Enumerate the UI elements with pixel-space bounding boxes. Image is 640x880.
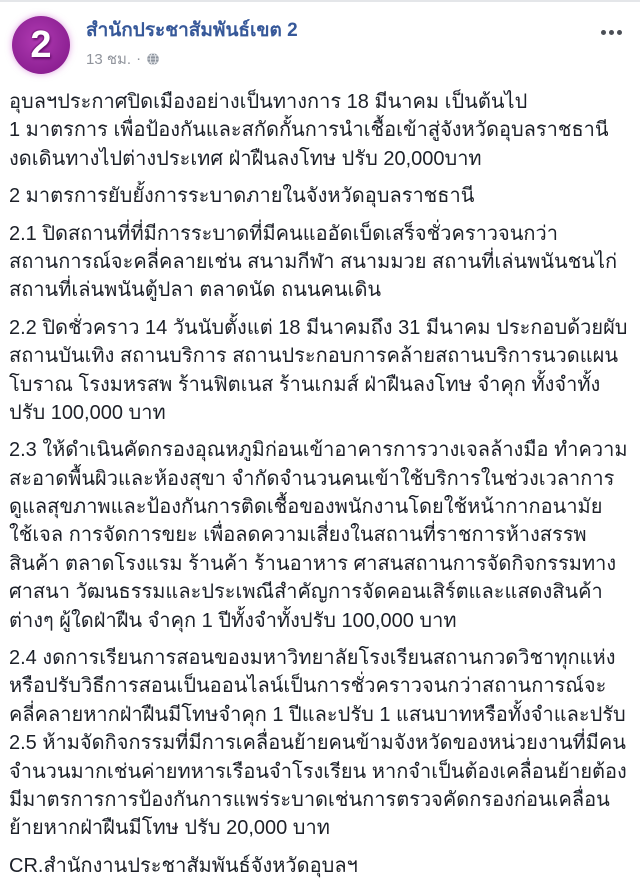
page-name-link[interactable]: สำนักประชาสัมพันธ์เขต 2 — [86, 20, 298, 41]
post-paragraph-measure-2-3 — [9, 436, 631, 635]
post-text-line: CR.สำนักงานประชาสัมพันธ์จังหวัดอุบลฯ — [9, 854, 358, 877]
post-paragraph-credit — [9, 852, 631, 880]
post-text-line: 2.5 ห้ามจัดกิจกรรมที่มีการเคลื่อนย้ายคนข้ามจังหวัดของหน่วยงานที่มีคนจำนวนมากเช่นค่ายทหารเรือนจำโรงเรียน หากจำเป็นต้องเคลื่อนย้ายต้องมีมาตรการการป้องกันการแพร่ระบาดเช่นการตรวจคัดกรองก่อนเคลื่อนย้ายหากฝ่าฝืนมีโทษ ปรับ 20,000 บาท — [9, 732, 627, 840]
ellipsis-icon[interactable] — [591, 16, 628, 45]
post-text-line: อุบลฯประกาศปิดเมืองอย่างเป็นทางการ 18 มีนาคม เป็นต้นไป — [9, 91, 528, 113]
page-avatar-number: 2 — [30, 24, 52, 66]
page-avatar[interactable] — [12, 16, 70, 74]
post-paragraph-measure-2-1 — [9, 220, 631, 305]
post-text-line: 2.4 งดการเรียนการสอนของมหาวิทยาลัยโรงเรียนสถานกวดวิชาทุกแห่งหรือปรับวิธีการสอนเป็นออนไลน์เป็นการชั่วคราวจนกว่าสถานการณ์จะคลี่คลายหากฝ่าฝืนมีโทษจำคุก 1 ปีและปรับ 1 แสนบาทหรือทั้งจำและปรับ — [9, 647, 626, 726]
post-timestamp[interactable]: 13 ชม. — [86, 50, 132, 68]
post-paragraph-measure-2 — [9, 182, 631, 210]
post-text-line: 1 มาตรการ เพื่อป้องกันและสกัดกั้นการนำเชื้อเข้าสู่จังหวัดอุบลราชธานี งดเดินทางไปต่างประเทศ ฝ่าฝืนลงโทษ ปรับ 20,000บาท — [9, 119, 609, 170]
post-text-line: 2.1 ปิดสถานที่ที่มีการระบาดที่มีคนแออัดเบ็ดเสร็จชั่วคราวจนกว่าสถานการณ์จะคลี่คลายเช่น สนามกีฬา สนามมวย สถานที่เล่นพนันชนไก่ สถานที่เล่นพนันตู้ปลา ตลาดนัด ถนนคนเดิน — [9, 222, 618, 302]
post-header-text — [86, 16, 298, 71]
post-meta-row — [86, 47, 298, 71]
post-text-line: 2.2 ปิดชั่วคราว 14 วันนับตั้งแต่ 18 มีนาคมถึง 31 มีนาคม ประกอบด้วยผับ สถานบันเทิง สถานบริการ สถานประกอบการคล้ายสถานบริการนวดแผนโบราณ โรงมหรสพ ร้านฟิตเนส ร้านเกมส์ ฝ่าฝืนลงโทษ จำคุก ทั้งจำทั้งปรับ 100,000 บาท — [9, 316, 628, 424]
post-text-line: 2 มาตรการยับยั้งการระบาดภายในจังหวัดอุบลราชธานี — [9, 185, 475, 208]
post-body — [0, 74, 640, 880]
globe-public-icon — [146, 52, 160, 66]
post-paragraph-measure-2-2 — [9, 314, 631, 428]
post-text-line: 2.3 ให้ดำเนินคัดกรองอุณหภูมิก่อนเข้าอาคารการวางเจลล้างมือ ทำความสะอาดพื้นผิวและห้องสุขา จำกัดจำนวนคนเข้าใช้บริการในช่วงเวลาการดูแลสุขภาพและป้องกันการติดเชื้อของพนักงานโดยใช้หน้ากากอนามัย ใช้เจล การจัดการขยะ เพื่อลดความเสี่ยงในสถานที่ราชการห้างสรรพสินค้า ตลาดโรงแรม ร้านค้า ร้านอาหาร ศาสนสถานการจัดกิจกรรมทางศาสนา วัฒนธรรมและประเพณีสำคัญการจัดคอนเสิร์ตและแสดงสินค้าต่างๆ ผู้ใดฝ่าฝืน จำคุก 1 ปีทั้งจำทั้งปรับ 100,000 บาท — [9, 439, 628, 632]
post-header — [0, 2, 640, 74]
meta-separator: · — [136, 50, 142, 68]
post-paragraph-intro — [9, 88, 631, 173]
post-paragraph-measure-2-4 — [9, 644, 631, 729]
post-paragraph-measure-2-5 — [9, 729, 631, 843]
